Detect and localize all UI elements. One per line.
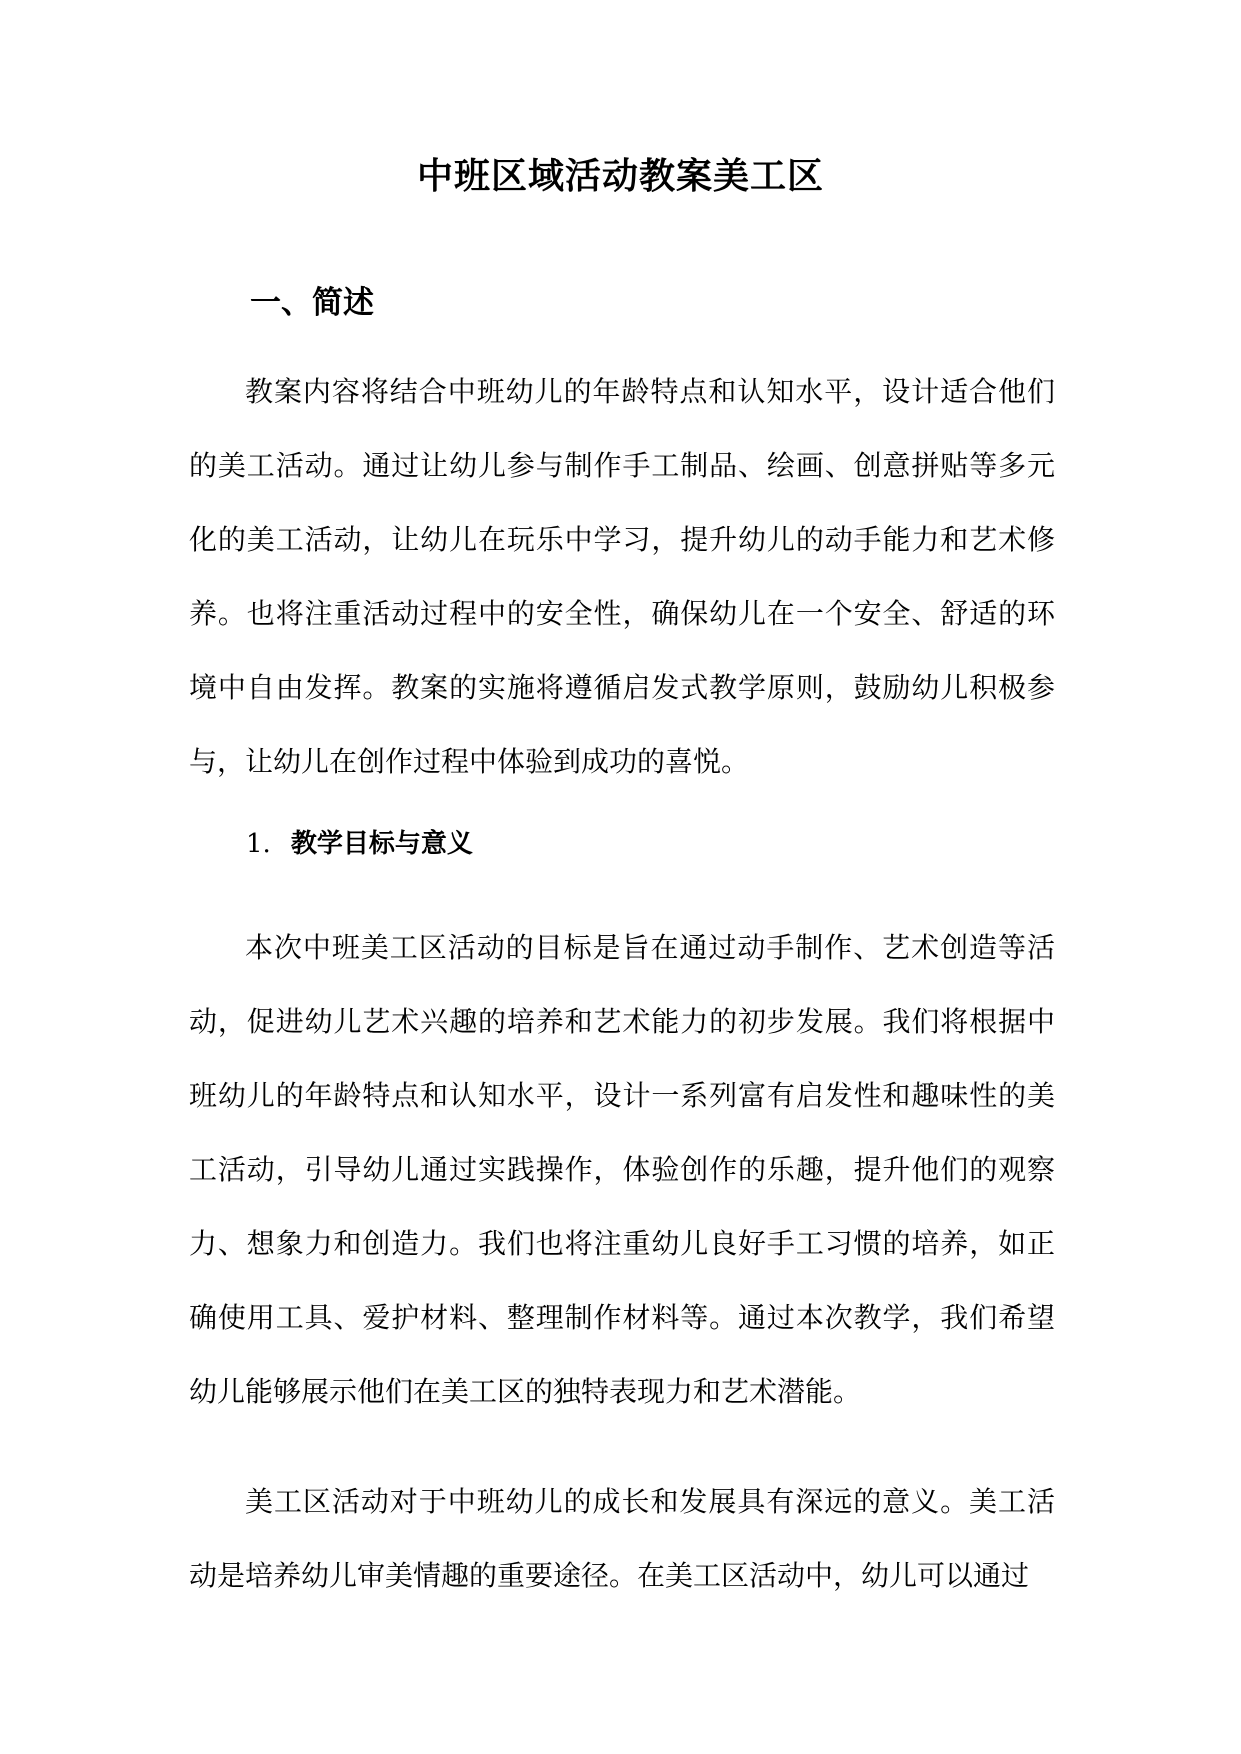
goals-paragraph: 本次中班美工区活动的目标是旨在通过动手制作、艺术创造等活动，促进幼儿艺术兴趣的培养和艺术能力的初步发展。我们将根据中班幼儿的年龄特点和认知水平，设计一系列富有启发性和趣味性的美工活动，引导幼儿通过实践操作，体验创作的乐趣，提升他们的观察力、想象力和创造力。我们也将注重幼儿良好手工习惯的培养，如正确使用工具、爱护材料、整理制作材料等。通过本次教学，我们希望幼儿能够展示他们在美工区的独特表现力和艺术潜能。 xyxy=(189,931,1055,1408)
significance-paragraph: 美工区活动对于中班幼儿的成长和发展具有深远的意义。美工活动是培养幼儿审美情趣的重要途径。在美工区活动中，幼儿可以通过 xyxy=(189,1485,1055,1592)
overview-paragraph: 教案内容将结合中班幼儿的年龄特点和认知水平，设计适合他们的美工活动。通过让幼儿参与制作手工制品、绘画、创意拼贴等多元化的美工活动，让幼儿在玩乐中学习，提升幼儿的动手能力和艺术修养。也将注重活动过程中的安全性，确保幼儿在一个安全、舒适的环境中自由发挥。教案的实施将遵循启发式教学原则，鼓励幼儿积极参与，让幼儿在创作过程中体验到成功的喜悦。 xyxy=(189,375,1055,778)
document-title: 中班区域活动教案美工区 xyxy=(416,155,824,197)
subsection-number: 1. xyxy=(246,829,271,859)
subsection-heading-goals xyxy=(246,824,473,864)
subsection-title: 教学目标与意义 xyxy=(290,829,473,859)
section-heading-overview: 一、简述 xyxy=(250,285,374,321)
